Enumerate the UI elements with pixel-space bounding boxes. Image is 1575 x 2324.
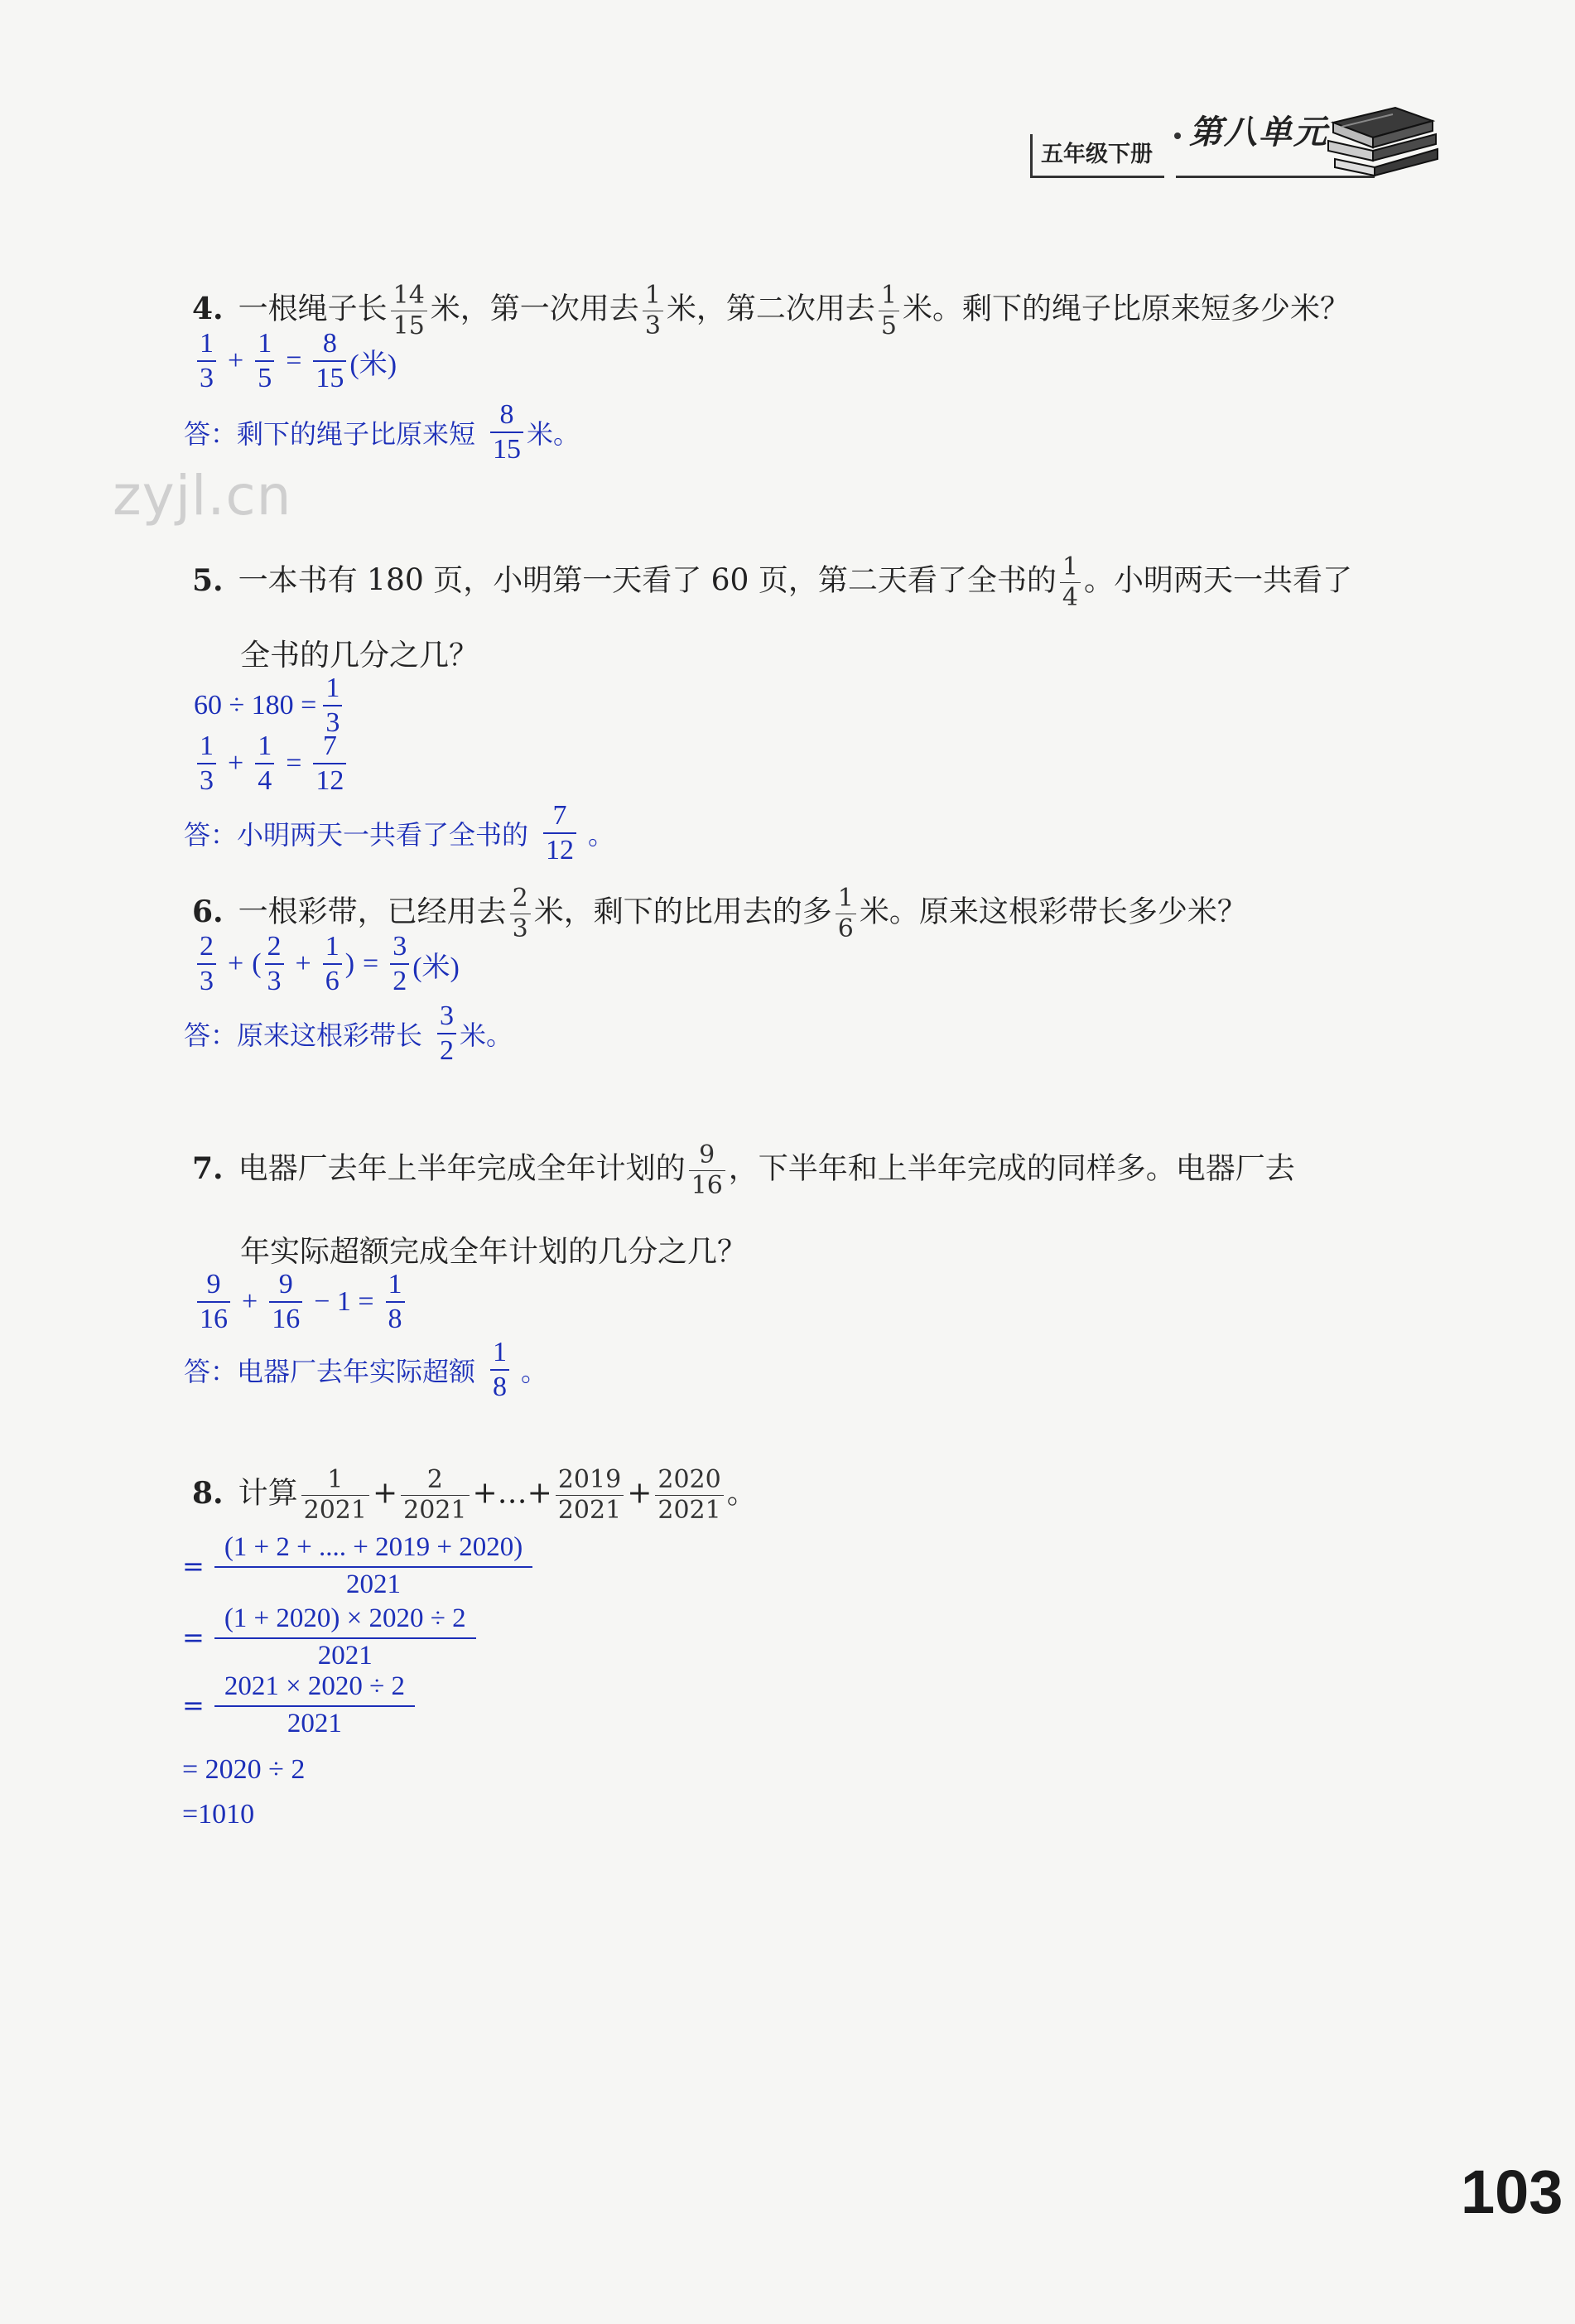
numerator: 2020 [657,1465,721,1494]
operator: = [286,345,302,376]
fraction [490,1338,509,1401]
answer-step [194,674,345,737]
numerator: 1 [388,1269,402,1299]
fraction [401,1465,469,1525]
fraction [386,1270,405,1333]
answer-text: 米。 [460,1020,513,1051]
numerator: 1 [325,673,340,703]
fraction [197,732,216,795]
answer-step [182,1532,527,1600]
numerator: 14 [393,281,425,310]
numerator: 1 [837,884,854,913]
fraction [313,732,346,795]
unit-title: 第八单元 [1189,113,1328,152]
numerator: 1 [258,328,272,359]
denominator: 3 [510,914,531,942]
numerator: (1 + 2 + .... + 2019 + 2020) [224,1532,523,1562]
question-text: 米，剩下的比用去的多 [533,894,832,929]
fraction [313,330,346,393]
denominator: 12 [313,763,346,795]
numerator: 2 [200,931,214,962]
question-text: 。小明两天一共看了 [1083,563,1352,598]
answer-step [182,1671,410,1739]
denominator: 3 [323,705,342,737]
fraction [323,674,342,737]
denominator: 4 [1060,582,1081,610]
answer-step [182,1603,471,1671]
denominator: 8 [490,1369,509,1401]
denominator: 3 [197,360,216,393]
answer-sentence [184,1002,513,1065]
answer-text: 答：原来这根彩带长 [184,1020,423,1051]
fraction [643,283,663,339]
numerator: 9 [206,1269,221,1299]
denominator: 2021 [214,1566,532,1600]
header-dot [1174,133,1181,139]
question-text: 年实际超额完成全年计划的几分之几？ [240,1235,748,1269]
answer-text: 。 [588,819,615,851]
fraction [689,1140,725,1200]
question-text: 一根彩带，已经用去 [238,894,507,929]
numerator: 7 [322,730,337,761]
denominator: 8 [386,1301,405,1333]
operator: = [182,1550,205,1582]
fraction [301,1465,369,1525]
question-text: 全书的几分之几？ [240,639,479,673]
fraction [655,1465,723,1525]
fraction [255,732,274,795]
denominator: 2021 [401,1495,469,1523]
question-text: 一本书有 180 页，小明第一天看了 60 页，第二天看了全书的 [238,563,1057,598]
answer-text: 答：电器厂去年实际超额 [184,1356,476,1387]
book-stack-icon [1317,89,1441,181]
numerator: 7 [552,800,567,831]
fraction [490,401,523,464]
question-number: 6. [192,894,224,929]
fraction [197,330,216,393]
answer-sentence [184,401,580,464]
denominator: 2021 [214,1637,476,1671]
denominator: 6 [836,914,856,942]
question-text: ，下半年和上半年完成的同样多。电器厂去 [728,1151,1295,1186]
question-number: 8. [192,1475,224,1511]
numerator: 1 [493,1337,508,1367]
numerator: (1 + 2020) × 2020 ÷ 2 [224,1603,466,1633]
answer-sentence [184,802,614,865]
operator: + [228,748,244,779]
question-text: 电器厂去年上半年完成全年计划的 [238,1151,686,1186]
denominator: 2021 [214,1705,415,1739]
question-text: 一根绳子长 [238,292,388,326]
denominator: 15 [391,311,427,339]
denominator: 12 [543,832,576,865]
answer-step [194,732,349,795]
numerator: 1 [1062,552,1078,581]
unit: (米) [349,349,397,380]
answer-text: 米。 [527,418,580,450]
operator: = [182,1690,205,1721]
denominator: 6 [323,963,342,996]
operator: + [242,1286,258,1317]
answer-equation [194,1270,408,1333]
question-text: 米，第二次用去 [666,292,875,326]
numerator: 1 [325,931,340,962]
operator: = [363,948,379,979]
numerator: 8 [322,328,337,359]
numerator: 3 [393,931,407,962]
operator: + [627,1476,653,1511]
numerator: 1 [644,281,661,310]
operator: − 1 = [314,1286,374,1317]
fraction [543,802,576,865]
denominator: 15 [313,360,346,393]
numerator: 2019 [557,1465,622,1494]
page-number: 103 [1461,2158,1563,2226]
numerator: 1 [200,328,214,359]
paren: ) [344,948,355,979]
numerator: 3 [440,1000,455,1031]
fraction [255,330,274,393]
operator: +…+ [472,1476,552,1511]
numerator: 2021 × 2020 ÷ 2 [224,1671,406,1701]
denominator: 2 [437,1033,456,1065]
answer-sentence [184,1338,547,1401]
fraction [879,283,899,339]
paren: ( [252,948,262,979]
answer-text: 答：小明两天一共看了全书的 [184,819,529,851]
operator: = [182,1622,205,1653]
numerator: 9 [699,1140,715,1169]
operator: + [228,345,244,376]
denominator: 2021 [301,1495,369,1523]
fraction [1060,552,1081,612]
denominator: 16 [197,1301,230,1333]
answer-step: = 2020 ÷ 2 [182,1754,306,1785]
denominator: 2021 [655,1495,723,1523]
numerator: 8 [499,399,514,430]
fraction [219,1603,471,1671]
numerator: 2 [267,931,282,962]
question-text: 米，第一次用去 [430,292,639,326]
numerator: 1 [880,281,898,310]
fraction [197,933,216,996]
question-number: 5. [192,562,224,598]
answer-text: 。 [521,1356,548,1387]
question-text: 米。原来这根彩带长多少米？ [859,894,1247,929]
numerator: 9 [278,1269,293,1299]
denominator: 16 [269,1301,302,1333]
expression: 60 ÷ 180 = [194,690,317,721]
denominator: 2021 [556,1495,624,1523]
denominator: 3 [643,311,663,339]
watermark: zyjl.cn [113,464,292,528]
denominator: 5 [879,311,899,339]
denominator: 16 [689,1170,725,1198]
fraction [219,1671,410,1739]
grade-label: 五年级下册 [1030,134,1164,178]
unit: (米) [412,952,460,983]
numerator: 1 [327,1465,344,1494]
question-text: 。 [726,1476,757,1511]
operator: + [295,948,311,979]
operator: + [372,1476,398,1511]
numerator: 1 [200,730,214,761]
answer-text: 答：剩下的绳子比原来短 [184,418,476,450]
denominator: 2 [390,963,409,996]
fraction [556,1465,624,1525]
fraction [836,886,856,942]
denominator: 15 [490,432,523,464]
denominator: 3 [197,763,216,795]
question-7 [192,1140,1295,1200]
numerator: 2 [426,1465,443,1494]
fraction [510,886,531,942]
question-text: 米。剩下的绳子比原来短多少米？ [903,292,1351,326]
denominator: 3 [197,963,216,996]
question-8 [192,1465,757,1525]
fraction [390,933,409,996]
question-number: 7. [192,1150,224,1186]
answer-result: =1010 [182,1799,255,1830]
operator: = [286,748,302,779]
denominator: 4 [255,763,274,795]
answer-equation [194,330,397,393]
fraction [197,1270,230,1333]
fraction [219,1532,527,1600]
numerator: 2 [512,884,528,913]
operator: + [228,948,244,979]
question-text: 计算 [238,1476,298,1511]
question-number: 4. [192,291,224,326]
numerator: 1 [258,730,272,761]
fraction [437,1002,456,1065]
fraction [269,1270,302,1333]
denominator: 5 [255,360,274,393]
question-5 [192,552,1352,612]
fraction [323,933,342,996]
fraction [265,933,284,996]
denominator: 3 [265,963,284,996]
answer-equation [194,933,460,996]
